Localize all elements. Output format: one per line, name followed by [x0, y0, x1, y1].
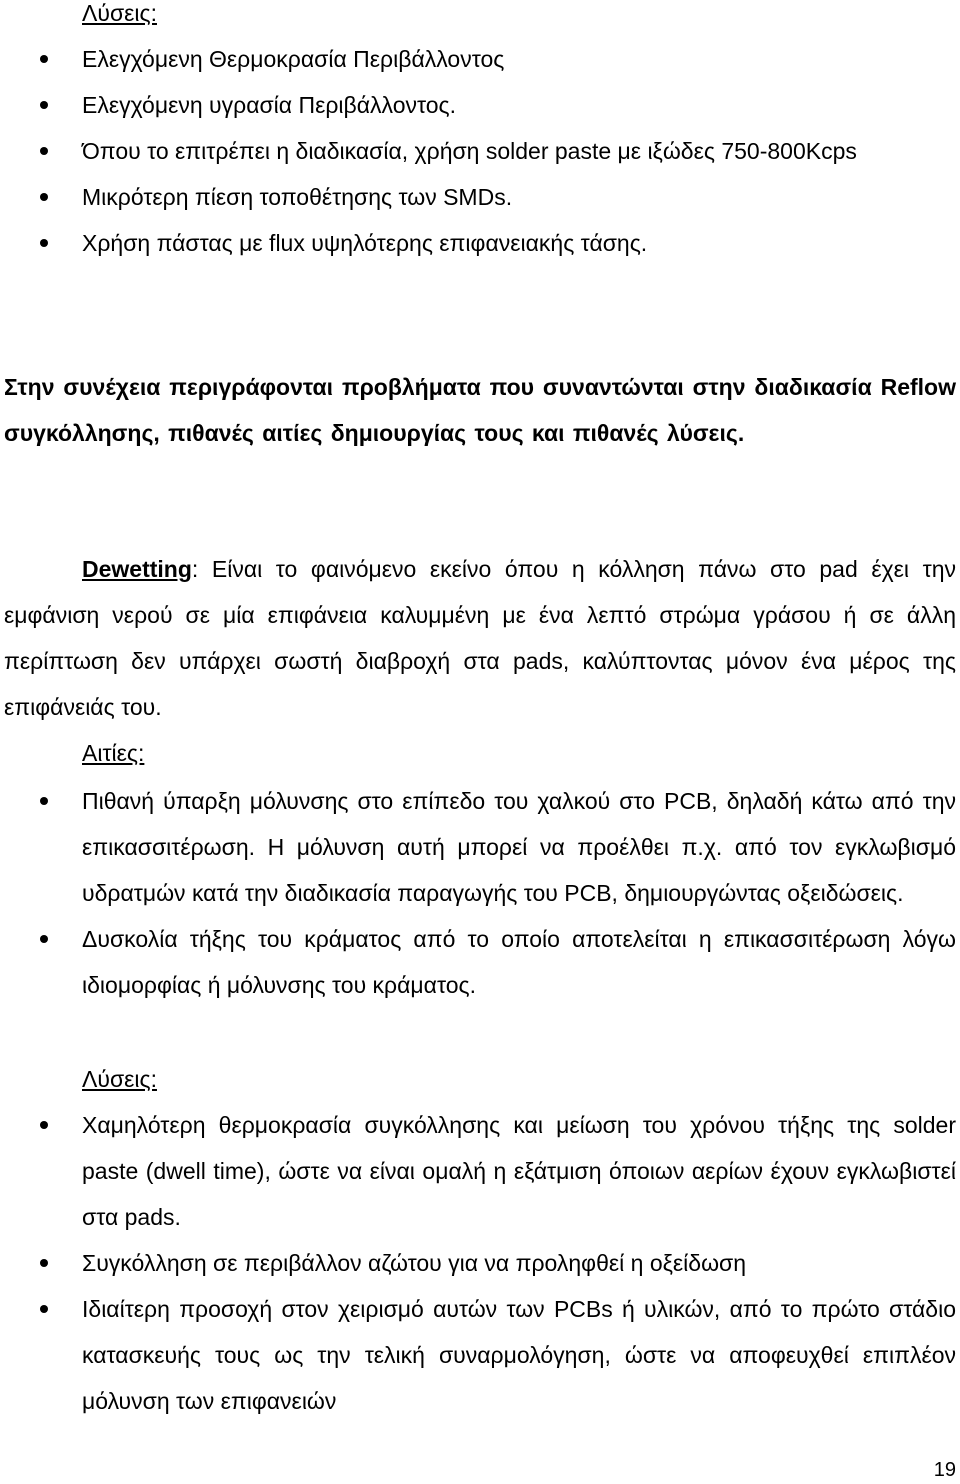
list-item: Χαμηλότερη θερμοκρασία συγκόλλησης και μείωση του χρόνου τήξης της solder paste (dwell time), ώστε να είναι ομαλή η εξάτμιση όποιων αερίων έχουν εγκλωβιστεί στα pads.: [0, 1102, 960, 1240]
list-item: Όπου το επιτρέπει η διαδικασία, χρήση solder paste με ιξώδες 750-800Kcps: [0, 128, 960, 174]
bullet-icon: [40, 935, 48, 943]
solutions-heading-2: Λύσεις:: [82, 1066, 157, 1092]
intro-paragraph-block: [0, 364, 960, 456]
causes-list: [0, 778, 960, 1008]
list-item: Συγκόλληση σε περιβάλλον αζώτου για να προληφθεί η οξείδωση: [0, 1240, 960, 1286]
causes-heading: Αιτίες:: [82, 740, 145, 766]
dewetting-block: [0, 546, 960, 730]
page-number: 19: [933, 1459, 956, 1481]
list-item: Μικρότερη πίεση τοποθέτησης των SMDs.: [0, 174, 960, 220]
dewetting-paragraph: [0, 546, 960, 730]
solutions-list-1: [0, 36, 960, 266]
bullet-icon: [40, 797, 48, 805]
bullet-icon: [40, 55, 48, 63]
list-item: Δυσκολία τήξης του κράματος από το οποίο αποτελείται η επικασσιτέρωση λόγω ιδιομορφίας ή μόλυνσης του κράματος.: [0, 916, 960, 1008]
list-item: Ελεγχόμενη υγρασία Περιβάλλοντος.: [0, 82, 960, 128]
intro-paragraph: Στην συνέχεια περιγράφονται προβλήματα που συναντώνται στην διαδικασία Reflow συγκόλλησης, πιθανές αιτίες δημιουργίας τους και πιθανές λύσεις.: [4, 374, 956, 446]
dewetting-definition: : Είναι το φαινόμενο εκείνο όπου η κόλληση πάνω στο pad έχει την εμφάνιση νερού σε μία επιφάνεια καλυμμένη με ένα λεπτό στρώμα γράσου ή σε άλλη περίπτωση δεν υπάρχει σωστή διαβροχή στα pads, καλύπτοντας μόνον ένα μέρος της επιφάνειάς του.: [4, 556, 956, 720]
list-item: Χρήση πάστας με flux υψηλότερης επιφανειακής τάσης.: [0, 220, 960, 266]
dewetting-term: Dewetting: [82, 556, 192, 582]
bullet-icon: [40, 1121, 48, 1129]
list-item: Ελεγχόμενη Θερμοκρασία Περιβάλλοντος: [0, 36, 960, 82]
bullet-icon: [40, 147, 48, 155]
list-item: Πιθανή ύπαρξη μόλυνσης στο επίπεδο του χαλκού στο PCB, δηλαδή κάτω από την επικασσιτέρωση. Η μόλυνση αυτή μπορεί να προέλθει π.χ. από τον εγκλωβισμό υδρατμών κατά την διαδικασία παραγωγής του PCB, δημιουργώντας οξειδώσεις.: [0, 778, 960, 916]
bullet-icon: [40, 1259, 48, 1267]
bullet-icon: [40, 193, 48, 201]
solutions-list-2: [0, 1102, 960, 1424]
bullet-icon: [40, 101, 48, 109]
list-item: Ιδιαίτερη προσοχή στον χειρισμό αυτών των PCBs ή υλικών, από το πρώτο στάδιο κατασκευής τους ως την τελική συναρμολόγηση, ώστε να αποφευχθεί επιπλέον μόλυνση των επιφανειών: [0, 1286, 960, 1424]
bullet-icon: [40, 239, 48, 247]
solutions-heading-1: Λύσεις:: [82, 0, 157, 26]
bullet-icon: [40, 1305, 48, 1313]
